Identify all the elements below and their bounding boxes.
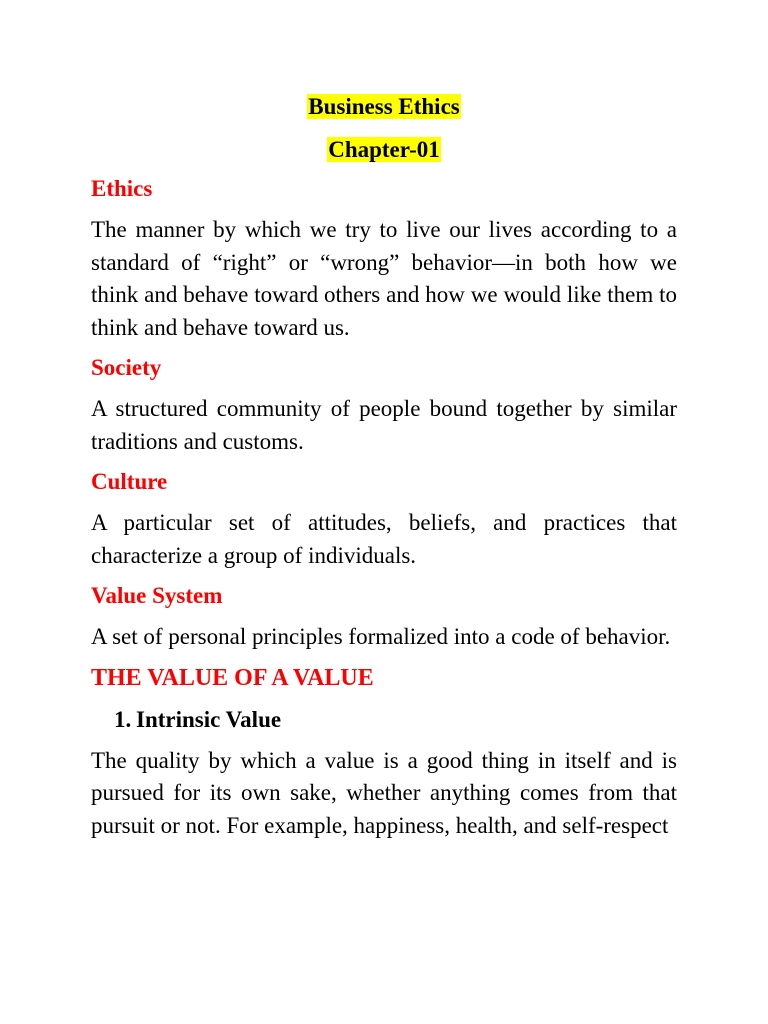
section-text-culture: A particular set of attitudes, beliefs, and practices that characterize a group of individuals. — [91, 510, 677, 568]
section-heading-society: Society — [91, 355, 162, 380]
section-heading-culture: Culture — [91, 469, 168, 494]
document-title-text: Business Ethics — [308, 94, 460, 119]
document-page — [91, 92, 677, 842]
section-text-value-system: A set of personal principles formalized into a code of behavior. — [91, 624, 671, 649]
chapter-title-text: Chapter-01 — [328, 137, 440, 162]
section-heading-value-system: Value System — [91, 583, 223, 608]
chapter-title — [91, 135, 677, 165]
numbered-item-intrinsic-value — [91, 705, 677, 735]
intrinsic-value-text: The quality by which a value is a good thing in itself and is pursued for its own sake, whether anything comes from that pursuit or not. For example, happiness, health, and self-respect — [91, 747, 677, 838]
item-title: Intrinsic Value — [136, 706, 282, 732]
item-number: 1. — [114, 706, 132, 732]
section-text-society: A structured community of people bound together by similar traditions and customs. — [91, 396, 677, 454]
document-title — [91, 92, 677, 122]
section-text-ethics: The manner by which we try to live our lives according to a standard of “right” or “wrong” behavior—in both how we think and behave toward others and how we would like them to think and behave toward us. — [91, 217, 677, 340]
value-of-value-heading: THE VALUE OF A VALUE — [91, 664, 374, 691]
section-heading-ethics: Ethics — [91, 176, 153, 201]
